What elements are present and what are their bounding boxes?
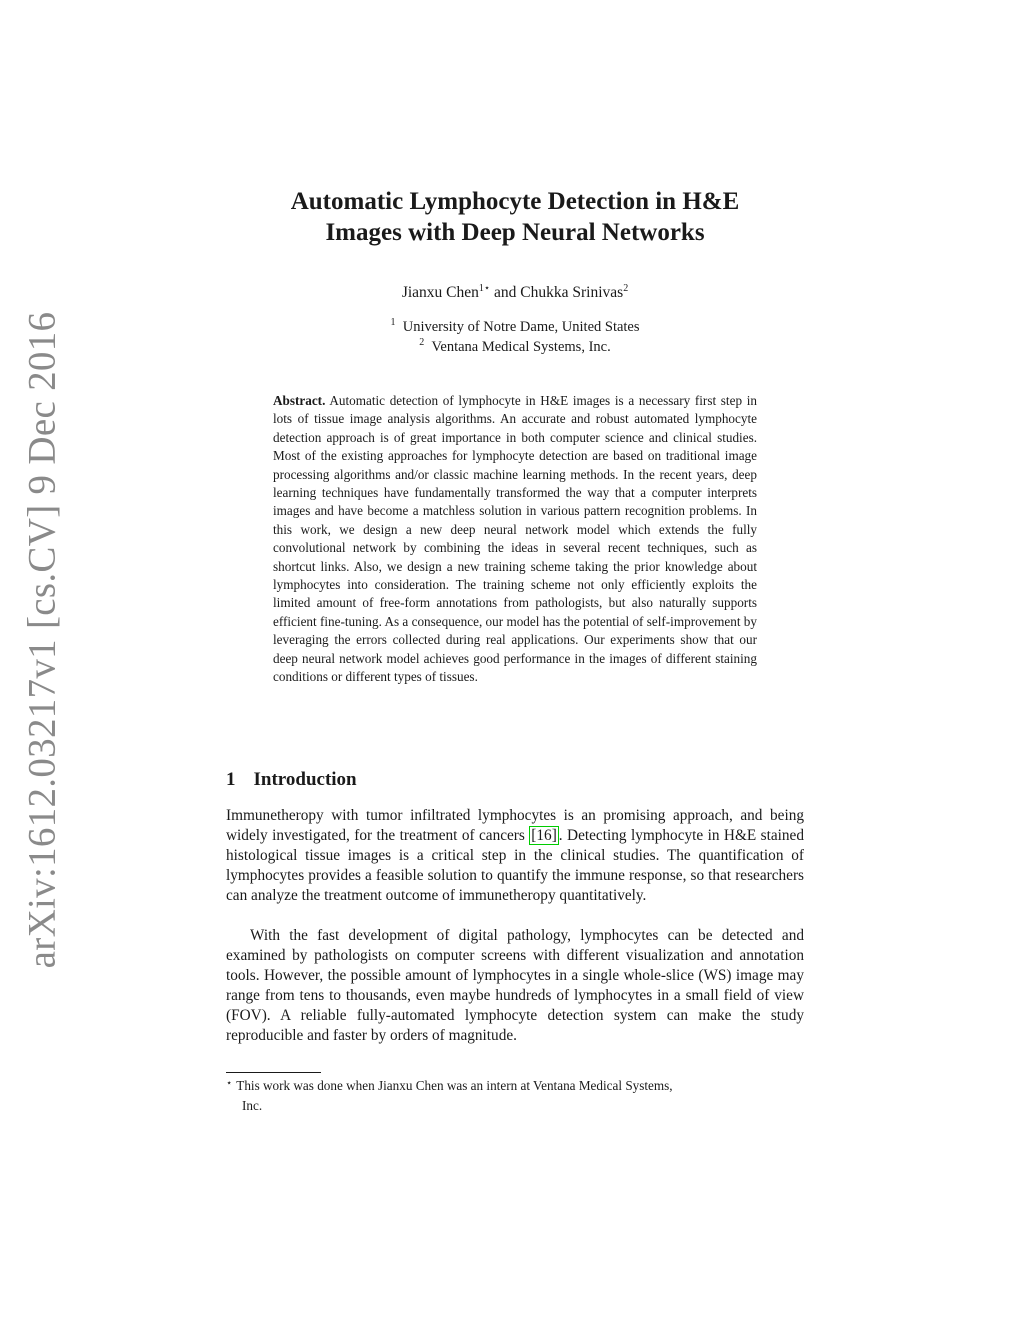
author-name: Jianxu Chen [401, 284, 479, 301]
affiliation [200, 319, 830, 336]
footnote-text: This work was done when Jianxu Chen was an intern at Ventana Medical Systems, [236, 1078, 673, 1093]
footnote-divider [226, 1072, 321, 1073]
author-affiliation-mark: 1⋆ [478, 283, 491, 294]
abstract-label: Abstract. [273, 393, 326, 408]
paragraph-text: Immunetheropy with tumor infiltrated lymphocytes is an promising approach, and being widely investigated, for the treatment of cancers [226, 807, 804, 844]
affiliation-mark: 1 [390, 317, 396, 328]
affiliation [200, 339, 830, 356]
section-title: Introduction [253, 769, 357, 790]
arxiv-id-text: arXiv:1612.03217v1 [cs.CV] 9 Dec 2016 [20, 311, 64, 969]
author-list [200, 284, 830, 302]
body-paragraph [226, 806, 804, 906]
footnote-mark: ⋆ [226, 1078, 233, 1089]
citation-link[interactable]: [16] [531, 826, 557, 844]
footnote [226, 1077, 804, 1115]
affiliation-text: Ventana Medical Systems, Inc. [431, 339, 611, 355]
title-line: Automatic Lymphocyte Detection in H&E [290, 188, 740, 215]
paragraph-text: . Detecting lymphocyte in H&E stained histological tissue images is a critical step in the clinical studies. The quantification of lymphocytes provides a feasible solution to quantify the immune response, so that researchers can analyze the treatment outcome of immunetheropy quantitatively. [226, 826, 804, 904]
author-affiliation-mark: 2 [623, 283, 629, 294]
paper-title [200, 186, 830, 248]
abstract-text: Automatic detection of lymphocyte in H&E images is a necessary first step in lots of tissue image analysis algorithms. An accurate and robust automated lymphocyte detection approach is of great importance in both computer science and clinical studies. Most of the existing approaches for lymphocyte detection are based on traditional image processing algorithms and/or classic machine learning methods. In the recent years, deep learning techniques have fundamentally transformed the way that a computer interprets images and have become a matchless solution in various pattern recognition problems. In this work, we design a new deep neural network model which extends the fully convolutional network by combining the ideas in several recent techniques, such as shortcut links. Also, we design a new training scheme taking the prior knowledge about lymphocytes into consideration. The training scheme not only efficiently exploits the limited amount of free-form annotations from pathologists, but also naturally supports efficient fine-tuning. As a consequence, our model has the potential of self-improvement by leveraging the errors collected during real applications. Our experiments show that our deep neural network model achieves good performance in the images of different staining conditions or different types of tissues. [273, 393, 757, 685]
body-paragraph: With the fast development of digital pathology, lymphocytes can be detected and examined by pathologists on computer screens with different visualization and annotation tools. However, the possible amount of lymphocytes in a single whole-slice (WS) image may range from tens to thousands, even maybe hundreds of lymphocytes in a small field of view (FOV). A reliable fully-automated lymphocyte detection system can make the study reproducible and faster by orders of magnitude. [226, 927, 804, 1044]
title-line: Images with Deep Neural Networks [325, 219, 705, 246]
author-connector: and [490, 284, 521, 301]
author-name: Chukka Srinivas [520, 284, 624, 301]
section-heading [226, 769, 357, 791]
affiliation-text: University of Notre Dame, United States [402, 319, 640, 335]
footnote-text: Inc. [242, 1098, 263, 1113]
abstract [273, 392, 757, 687]
affiliation-mark: 2 [419, 337, 425, 348]
section-number: 1 [226, 769, 236, 790]
